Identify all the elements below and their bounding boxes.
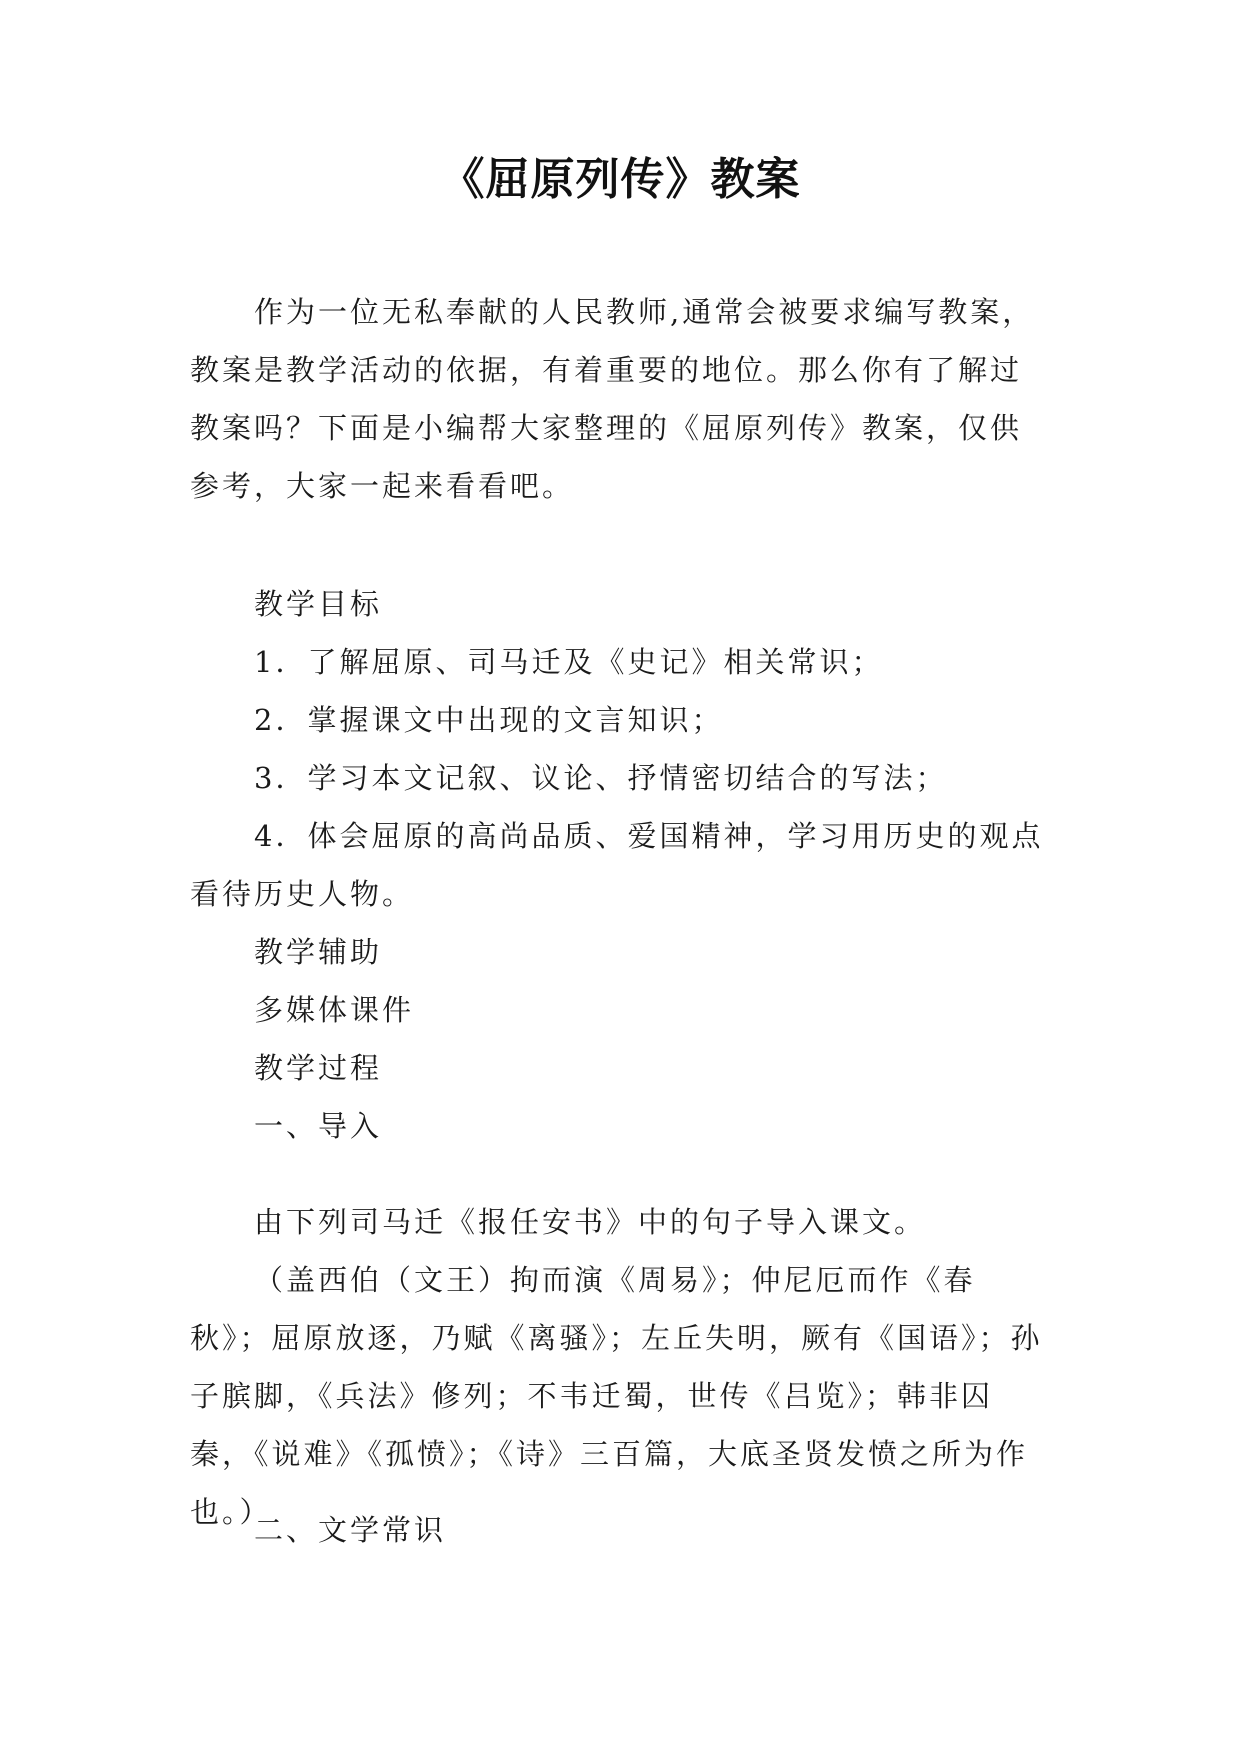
goal-item-3: 3．学习本文记叙、议论、抒情密切结合的写法； — [254, 761, 948, 795]
aids-heading: 教学辅助 — [254, 935, 383, 969]
lead-in-block — [190, 1193, 1053, 1541]
goals-and-process-block — [190, 575, 1053, 1155]
process-heading: 教学过程 — [254, 1051, 383, 1085]
document-title: 《屈原列传》教案 — [440, 154, 801, 205]
part1-quote: （盖西伯（文王）拘而演《周易》；仲尼厄而作《春秋》；屈原放逐，乃赋《离骚》；左丘失明，厥有《国语》；孙子膑脚，《兵法》修列；不韦迁蜀，世传《吕览》；韩非囚秦，《说难》《孤愤》；《诗》三百篇，大底圣贤发愤之所为作也。） — [190, 1263, 1043, 1529]
part1-text: 由下列司马迁《报任安书》中的句子导入课文。 — [254, 1205, 927, 1239]
intro-paragraph: 作为一位无私奉献的人民教师,通常会被要求编写教案，教案是教学活动的依据，有着重要的地位。那么你有了解过教案吗？下面是小编帮大家整理的《屈原列传》教案，仅供参考，大家一起来看看吧。 — [190, 295, 1035, 503]
aids-content: 多媒体课件 — [254, 993, 415, 1027]
goal-item-2: 2．掌握课文中出现的文言知识； — [254, 703, 724, 737]
part2-heading: 二、文学常识 — [254, 1513, 447, 1547]
goals-heading: 教学目标 — [254, 587, 383, 621]
part2-block — [190, 1501, 1053, 1559]
goal-item-4: 4．体会屈原的高尚品质、爱国精神，学习用历史的观点看待历史人物。 — [190, 819, 1044, 911]
goal-item-1: 1．了解屈原、司马迁及《史记》相关常识； — [254, 645, 884, 679]
intro-block — [190, 283, 1053, 515]
part1-heading: 一、导入 — [254, 1109, 383, 1143]
